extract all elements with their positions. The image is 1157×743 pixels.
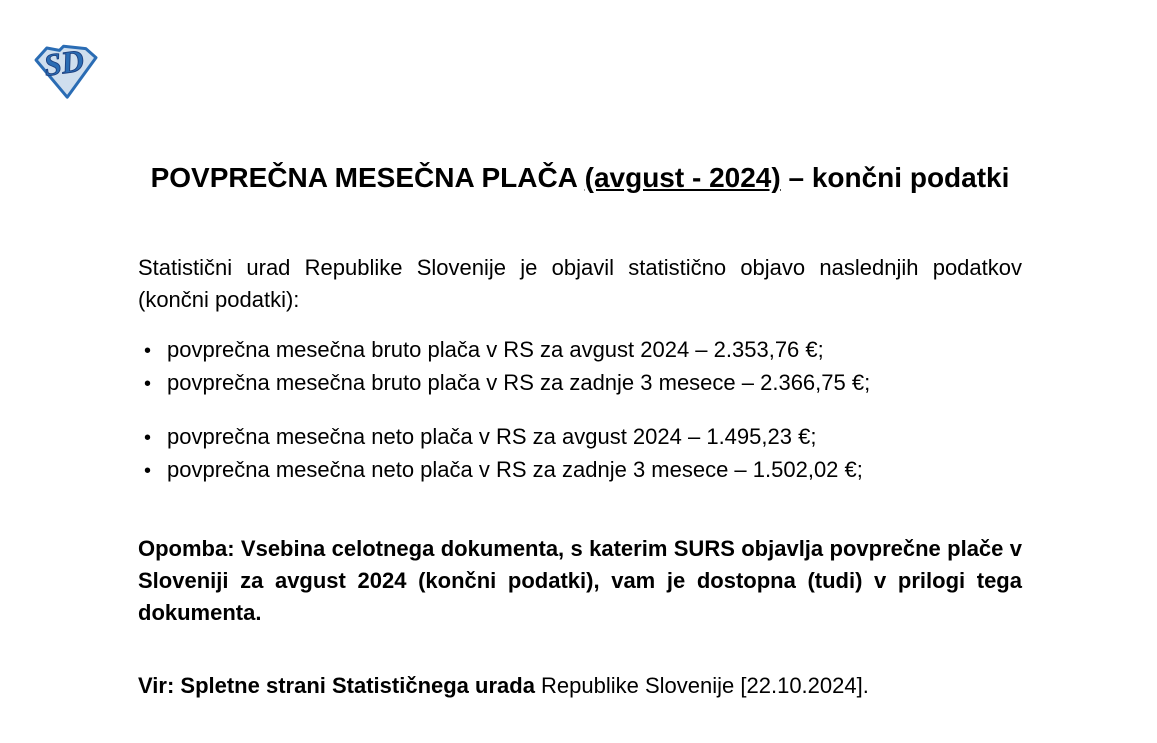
- bullet-marker: •: [144, 460, 152, 482]
- bullet-marker: •: [144, 340, 152, 362]
- title-underlined-segment: (avgust - 2024): [584, 162, 781, 193]
- bullet-list-neto: [138, 421, 1022, 487]
- bullet-item-neto-3months: [138, 454, 1022, 487]
- bullet-text: povprečna mesečna bruto plača v RS za zadnje 3 mesece – 2.366,75 €;: [167, 370, 871, 395]
- sd-shield-logo: [33, 42, 99, 102]
- title-prefix: POVPREČNA MESEČNA PLAČA: [150, 162, 585, 193]
- bullet-text: povprečna mesečna neto plača v RS za avgust 2024 – 1.495,23 €;: [167, 424, 817, 449]
- bullet-list-bruto: [138, 334, 1022, 400]
- document-content: [138, 0, 1022, 702]
- intro-paragraph: Statistični urad Republike Slovenije je objavil statistično objavo naslednjih podatkov (končni podatki):: [138, 255, 1022, 312]
- bullet-text: povprečna mesečna bruto plača v RS za avgust 2024 – 2.353,76 €;: [167, 337, 824, 362]
- logo-letters: SD: [41, 42, 87, 83]
- source-bold-part: Vir: Spletne strani Statističnega urada: [138, 673, 542, 698]
- note-paragraph: Opomba: Vsebina celotnega dokumenta, s katerim SURS objavlja povprečne plače v Sloveniji za avgust 2024 (končni podatki), vam je dostopna (tudi) v prilogi tega dokumenta.: [138, 536, 1022, 625]
- bullet-item-bruto-3months: [138, 367, 1022, 400]
- source-line: [138, 670, 1022, 702]
- bullet-marker: •: [144, 427, 152, 449]
- source-regular-part: Republike Slovenije [22.10.2024].: [541, 673, 869, 698]
- title-suffix: – končni podatki: [780, 162, 1010, 193]
- bullet-text: povprečna mesečna neto plača v RS za zadnje 3 mesece – 1.502,02 €;: [167, 457, 863, 482]
- bullet-item-neto-august: [138, 421, 1022, 454]
- bullet-marker: •: [144, 373, 152, 395]
- bullet-item-bruto-august: [138, 334, 1022, 367]
- document-title: [138, 0, 1022, 193]
